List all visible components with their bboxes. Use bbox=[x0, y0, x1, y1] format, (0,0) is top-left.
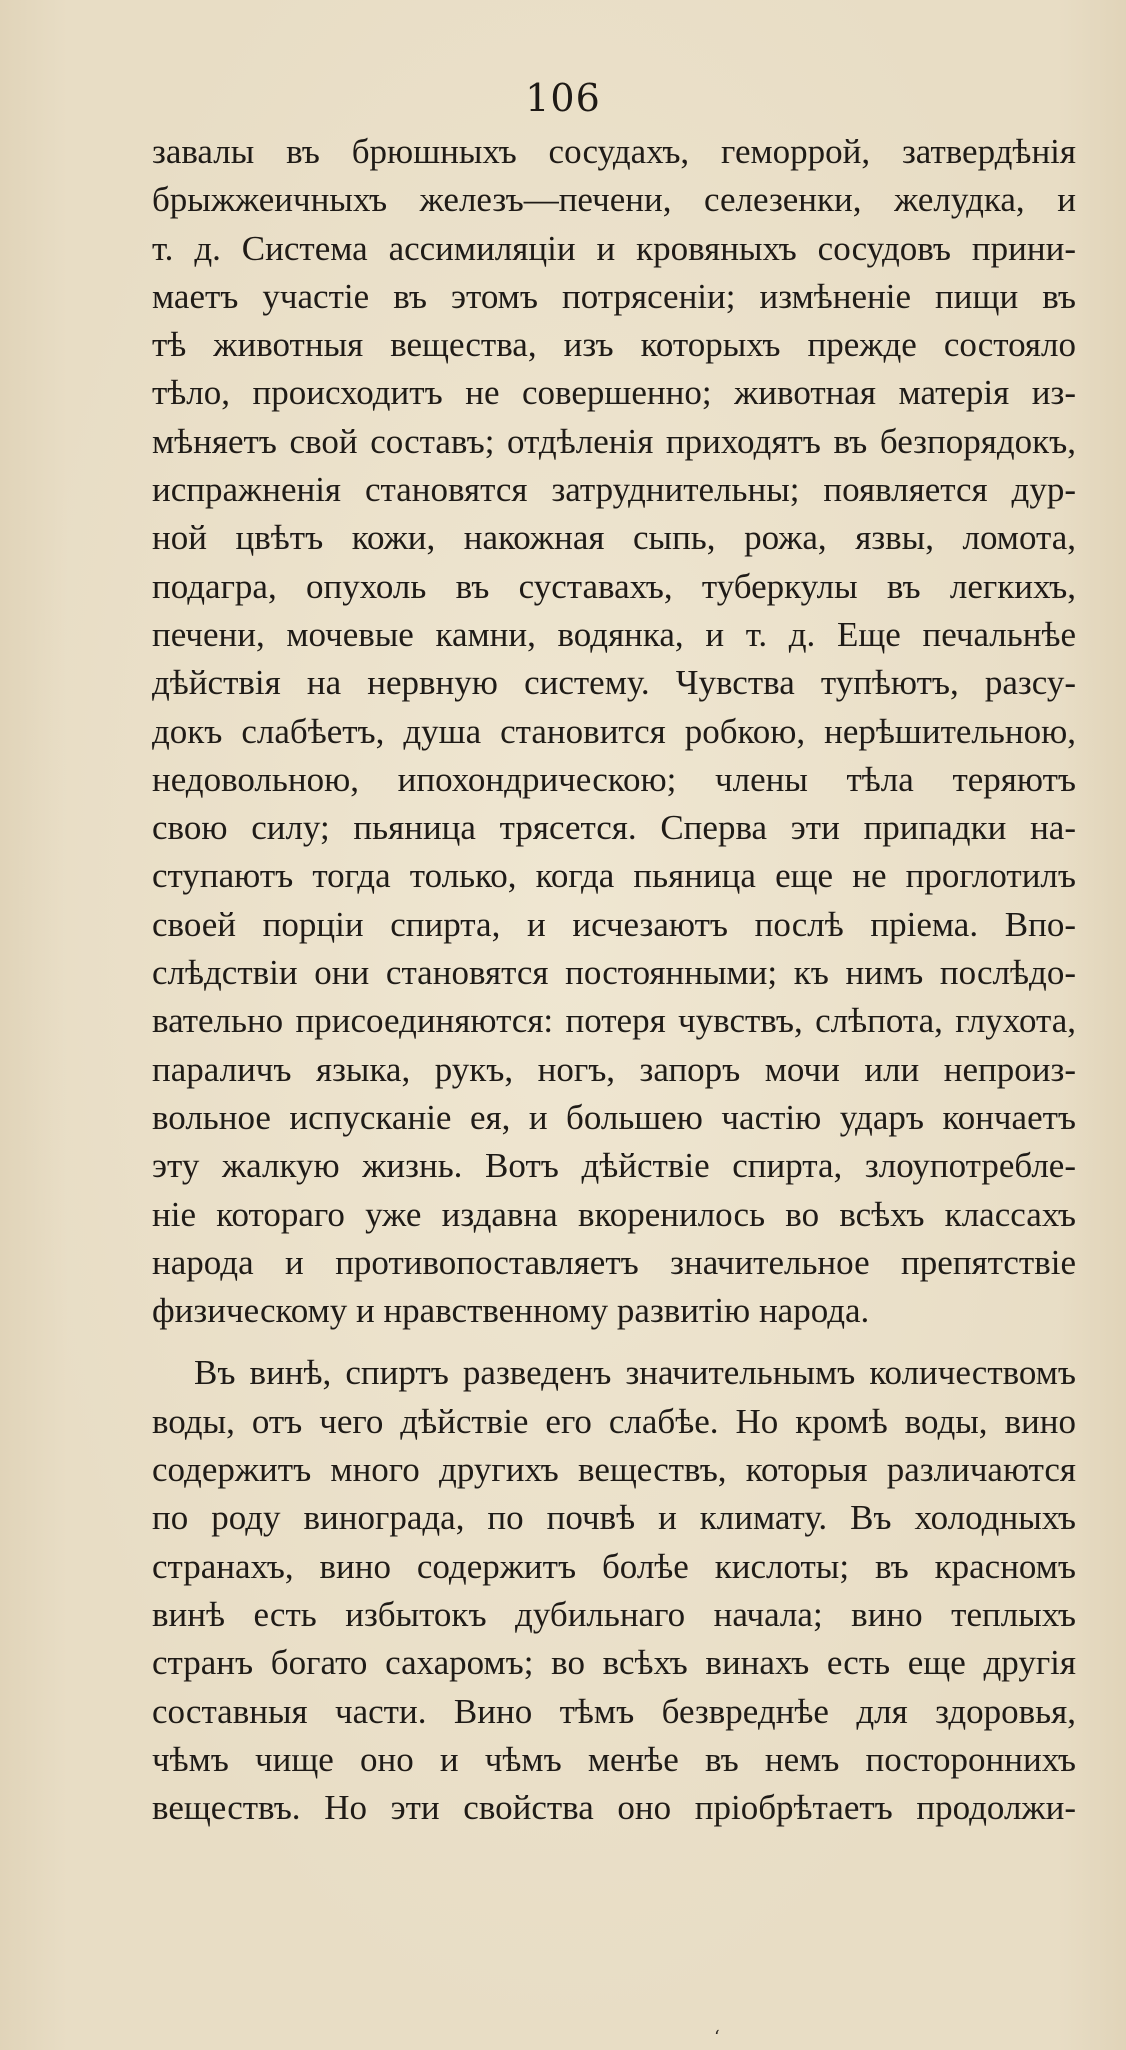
text-line: слѣдствіи они становятся постоянными; къ нимъ послѣдо- bbox=[152, 953, 1076, 993]
text-line: недовольною, ипохондрическою; члены тѣла теряютъ bbox=[152, 759, 1076, 799]
text-line: параличъ языка, рукъ, ногъ, запоръ мочи или непроиз- bbox=[152, 1049, 1076, 1089]
text-line: тѣ животныя вещества, изъ которыхъ прежде состояло bbox=[152, 325, 1076, 365]
text-line: завалы въ брюшныхъ сосудахъ, геморрой, затвердѣнія bbox=[152, 132, 1076, 171]
text-line: дѣйствія на нервную систему. Чувства тупѣютъ, разсу- bbox=[152, 663, 1076, 703]
text-line: свою силу; пьяница трясется. Сперва эти припадки на- bbox=[152, 808, 1076, 848]
text-line: чѣмъ чище оно и чѣмъ менѣе въ немъ постороннихъ bbox=[152, 1739, 1076, 1779]
text-line: брыжжеичныхъ железъ—печени, селезенки, желудка, и bbox=[152, 180, 1076, 220]
text-line: по роду винограда, по почвѣ и климату. Въ холодныхъ bbox=[152, 1498, 1076, 1538]
text-line: народа и противопоставляетъ значительное препятствіе bbox=[152, 1242, 1076, 1282]
text-line: странахъ, вино содержитъ болѣе кислоты; въ красномъ bbox=[152, 1546, 1076, 1586]
text-line: составныя части. Вино тѣмъ безвреднѣе для здоровья, bbox=[152, 1691, 1076, 1731]
text-line: тѣло, происходитъ не совершенно; животная матерія из- bbox=[152, 373, 1076, 413]
text-line: ступаютъ тогда только, когда пьяница еще не проглотилъ bbox=[152, 856, 1076, 896]
page-number: 106 bbox=[525, 76, 601, 120]
text-line: испражненія становятся затруднительны; появляется дур- bbox=[152, 470, 1076, 510]
printer-mark: ‘ bbox=[714, 2027, 720, 2048]
text-line: воды, отъ чего дѣйствіе его слабѣе. Но кромѣ воды, вино bbox=[152, 1401, 1076, 1441]
paragraph-1 bbox=[152, 128, 1076, 1335]
text-line: винѣ есть избытокъ дубильнаго начала; вино теплыхъ bbox=[152, 1594, 1076, 1634]
text-line: своей порціи спирта, и исчезаютъ послѣ пріема. Впо- bbox=[152, 904, 1076, 944]
text-line: содержитъ много другихъ веществъ, которыя различаются bbox=[152, 1450, 1076, 1490]
text-line: подагра, опухоль въ суставахъ, туберкулы въ легкихъ, bbox=[152, 566, 1076, 606]
text-line: Въ винѣ, спиртъ разведенъ значительнымъ количествомъ bbox=[194, 1353, 1076, 1393]
text-line: веществъ. Но эти свойства оно пріобрѣтаетъ продолжи- bbox=[152, 1788, 1076, 1828]
text-line: вательно присоединяются: потеря чувствъ, слѣпота, глухота, bbox=[152, 1001, 1076, 1041]
body-text bbox=[152, 128, 1076, 1832]
text-line: мѣняетъ свой составъ; отдѣленія приходятъ въ безпорядокъ, bbox=[152, 421, 1076, 461]
text-line: вольное испусканіе ея, и большею частію ударъ кончаетъ bbox=[152, 1097, 1076, 1137]
text-line: т. д. Система ассимиляціи и кровяныхъ сосудовъ прини- bbox=[152, 228, 1076, 268]
text-line: физическому и нравственному развитію народа. bbox=[152, 1291, 870, 1331]
text-line: эту жалкую жизнь. Вотъ дѣйствіе спирта, злоупотребле- bbox=[152, 1146, 1076, 1186]
text-line: маетъ участіе въ этомъ потрясеніи; измѣненіе пищи въ bbox=[152, 276, 1076, 316]
text-line: печени, мочевые камни, водянка, и т. д. Еще печальнѣе bbox=[152, 614, 1076, 654]
paragraph-2 bbox=[152, 1349, 1076, 1832]
text-line: странъ богато сахаромъ; во всѣхъ винахъ есть еще другія bbox=[152, 1643, 1076, 1683]
text-line: ніе котораго уже издавна вкоренилось во всѣхъ классахъ bbox=[152, 1194, 1076, 1234]
text-line: ной цвѣтъ кожи, накожная сыпь, рожа, язвы, ломота, bbox=[152, 518, 1076, 558]
text-line: докъ слабѣетъ, душа становится робкою, нерѣшительною, bbox=[152, 711, 1076, 751]
